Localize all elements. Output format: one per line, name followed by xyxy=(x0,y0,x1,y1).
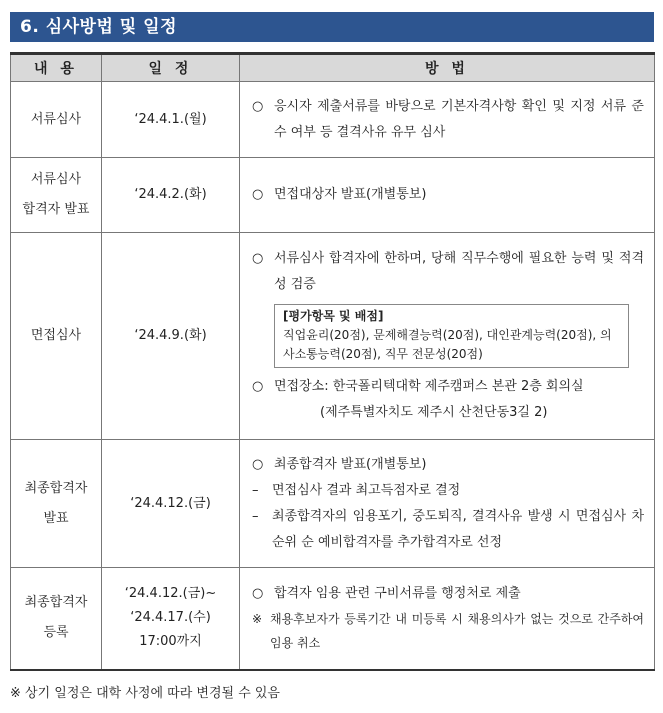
row-schedule: ‘24.4.12.(금)~ ‘24.4.17.(수) 17:00까지 xyxy=(102,568,240,670)
table-row xyxy=(11,82,655,158)
dash-line: – 최종합격자의 임용포기, 중도퇴직, 결격사유 발생 시 면접심사 차순위 순 예비합격자를 추가합격자로 선정 xyxy=(252,504,644,556)
row-content: 서류심사 합격자 발표 xyxy=(11,158,102,233)
footnote: ※ 상기 일정은 대학 사정에 따라 변경될 수 있음 xyxy=(10,686,280,701)
note-line: ※ 채용후보자가 등록기간 내 미등록 시 채용의사가 없는 것으로 간주하여 임용 취소 xyxy=(252,607,644,655)
circle-bullet-icon: ○ xyxy=(252,187,264,202)
row-method xyxy=(240,82,655,158)
bullet-line: ○ 면접장소: 한국폴리텍대학 제주캠퍼스 본관 2층 회의실 xyxy=(252,374,644,400)
circle-bullet-icon: ○ xyxy=(252,456,264,472)
dash-bullet-icon: – xyxy=(252,482,259,498)
section-title: 6. 심사방법 및 일정 xyxy=(10,12,654,42)
table-row xyxy=(11,158,655,233)
row-schedule: ‘24.4.1.(월) xyxy=(102,82,240,158)
bullet-line: ○ 응시자 제출서류를 바탕으로 기본자격사항 확인 및 지정 서류 준수 여부 등 결격사유 유무 심사 xyxy=(252,94,644,146)
dash-bullet-icon: – xyxy=(252,508,259,524)
circle-bullet-icon: ○ xyxy=(252,379,264,394)
dash-line: – 면접심사 결과 최고득점자로 결정 xyxy=(252,478,644,504)
row-method xyxy=(240,233,655,440)
table-row xyxy=(11,440,655,568)
row-schedule: ‘24.4.9.(화) xyxy=(102,233,240,440)
bullet-line: ○ 서류심사 합격자에 한하며, 당해 직무수행에 필요한 능력 및 적격성 검증 xyxy=(252,246,644,298)
note-mark-icon: ※ xyxy=(252,612,263,627)
evaluation-criteria-title: [평가항목 및 배점] xyxy=(283,309,384,323)
row-method xyxy=(240,158,655,233)
header-schedule: 일 정 xyxy=(102,54,240,82)
table-row xyxy=(11,233,655,440)
row-method xyxy=(240,568,655,670)
circle-bullet-icon: ○ xyxy=(252,98,264,114)
schedule-table xyxy=(10,52,655,671)
circle-bullet-icon: ○ xyxy=(252,586,264,602)
evaluation-criteria-text: 직업윤리(20점), 문제해결능력(20점), 대인관계능력(20점), 의사소통능력(20점), 직무 전문성(20점) xyxy=(283,328,612,361)
bullet-line: ○ 합격자 임용 관련 구비서류를 행정처로 제출 xyxy=(252,581,644,607)
circle-bullet-icon: ○ xyxy=(252,251,264,266)
header-content: 내 용 xyxy=(11,54,102,82)
header-method: 방 법 xyxy=(240,54,655,82)
table-header-row xyxy=(11,54,655,82)
row-content: 서류심사 xyxy=(11,82,102,158)
row-content: 최종합격자 등록 xyxy=(11,568,102,670)
row-method xyxy=(240,440,655,568)
table-row xyxy=(11,568,655,670)
evaluation-criteria-box xyxy=(274,304,629,368)
row-schedule: ‘24.4.12.(금) xyxy=(102,440,240,568)
row-content: 면접심사 xyxy=(11,233,102,440)
venue-address: (제주특별자치도 제주시 산천단동3길 2) xyxy=(320,405,548,420)
bullet-line: ○ 면접대상자 발표(개별통보) xyxy=(252,182,644,208)
bullet-line: ○ 최종합격자 발표(개별통보) xyxy=(252,452,644,478)
row-content: 최종합격자 발표 xyxy=(11,440,102,568)
row-schedule: ‘24.4.2.(화) xyxy=(102,158,240,233)
